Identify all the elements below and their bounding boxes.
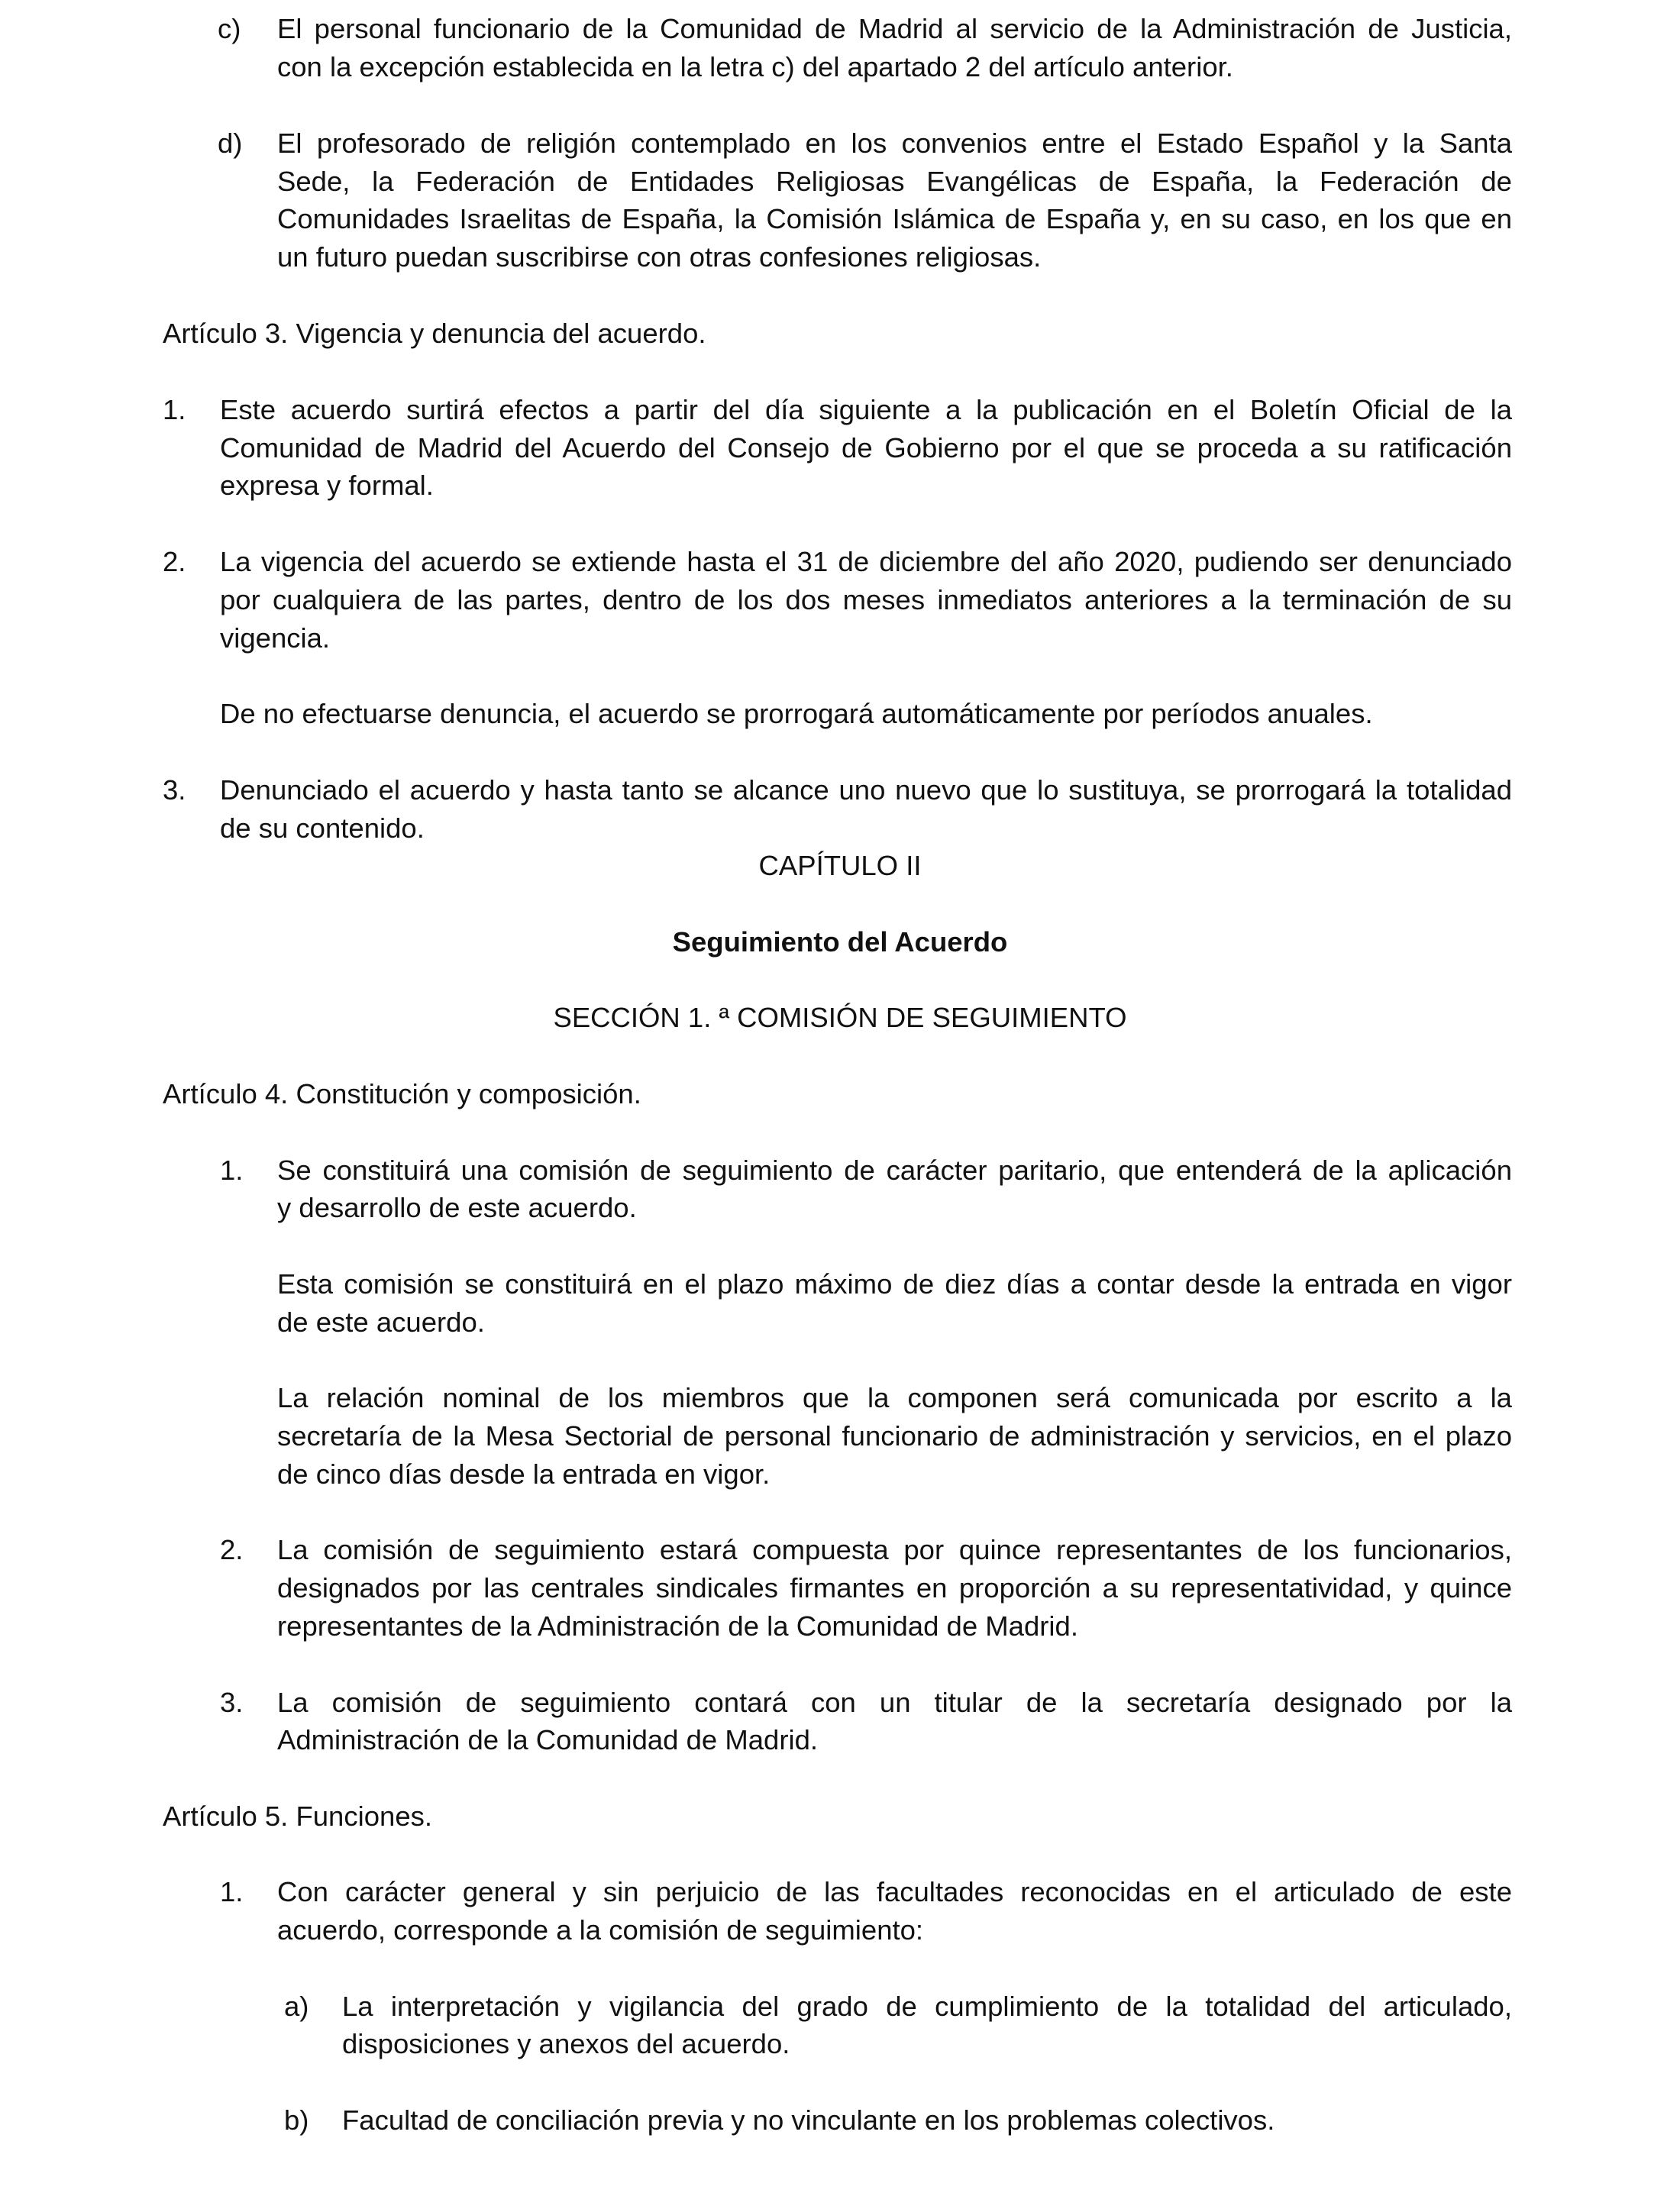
article-5-heading: Artículo 5. Funciones. — [163, 1801, 433, 1832]
art3-item-2-para-2: De no efectuarse denuncia, el acuerdo se prorrogará automáticamente por períodos anuales. — [220, 698, 1373, 729]
art4-item-1-para-3-line-3: de cinco días desde la entrada en vigor. — [277, 1458, 771, 1490]
art4-item-1-para-3-line-1: La relación nominal de los miembros que la componen será comunicada por escrito a la — [277, 1382, 1512, 1413]
art5-item-1-line-1: Con carácter general y sin perjuicio de las facultades reconocidas en el articulado de este — [277, 1876, 1512, 1907]
art4-item-3-line-2: Administración de la Comunidad de Madrid. — [277, 1724, 819, 1755]
art4-item-2-line-1: La comisión de seguimiento estará compuesta por quince representantes de los funcionarios, — [277, 1534, 1512, 1565]
art3-item-2-line-1: La vigencia del acuerdo se extiende hasta el 31 de diciembre del año 2020, pudiendo ser denunciado — [220, 546, 1512, 577]
art3-item-3-line-2: de su contenido. — [220, 812, 425, 844]
art5-sub-a-marker: a) — [284, 1991, 309, 2022]
art3-item-3-marker: 3. — [163, 774, 186, 806]
art4-item-1-line-1: Se constituirá una comisión de seguimiento de carácter paritario, que entenderá de la aplicación — [277, 1155, 1512, 1186]
art3-item-1-line-3: expresa y formal. — [220, 470, 434, 501]
chapter-label: CAPÍTULO II — [758, 850, 922, 881]
art4-item-2-marker: 2. — [220, 1534, 244, 1565]
item-d-line-4: un futuro puedan suscribirse con otras confesiones religiosas. — [277, 241, 1042, 273]
art4-item-1-marker: 1. — [220, 1155, 244, 1186]
art5-sub-a-line-2: disposiciones y anexos del acuerdo. — [342, 2028, 790, 2059]
art3-item-1-marker: 1. — [163, 394, 186, 425]
art5-sub-b-line-1: Facultad de conciliación previa y no vinculante en los problemas colectivos. — [342, 2104, 1275, 2136]
art5-item-1-marker: 1. — [220, 1876, 244, 1907]
art5-sub-b-marker: b) — [284, 2104, 309, 2136]
art3-item-2-marker: 2. — [163, 546, 186, 577]
art3-item-1-line-1: Este acuerdo surtirá efectos a partir del día siguiente a la publicación en el Boletín Oficial de la — [220, 394, 1512, 425]
art3-item-2-line-3: vigencia. — [220, 622, 331, 654]
chapter-title: Seguimiento del Acuerdo — [672, 926, 1008, 958]
art3-item-3-line-1: Denunciado el acuerdo y hasta tanto se alcance uno nuevo que lo sustituya, se prorrogará la totalidad — [220, 774, 1512, 806]
item-c-line-2: con la excepción establecida en la letra c) del apartado 2 del artículo anterior. — [277, 51, 1233, 82]
art5-item-1-line-2: acuerdo, corresponde a la comisión de seguimiento: — [277, 1914, 924, 1946]
art3-item-1-line-2: Comunidad de Madrid del Acuerdo del Consejo de Gobierno por el que se proceda a su ratificación — [220, 432, 1512, 463]
item-c-line-1: El personal funcionario de la Comunidad de Madrid al servicio de la Administración de Justicia, — [277, 13, 1512, 44]
art4-item-2-line-3: representantes de la Administración de la Comunidad de Madrid. — [277, 1610, 1078, 1642]
art4-item-2-line-2: designados por las centrales sindicales firmantes en proporción a su representatividad, y quince — [277, 1572, 1512, 1604]
art4-item-3-line-1: La comisión de seguimiento contará con un titular de la secretaría designado por la — [277, 1687, 1512, 1718]
section-heading: SECCIÓN 1. ª COMISIÓN DE SEGUIMIENTO — [553, 1002, 1127, 1033]
art4-item-1-line-2: y desarrollo de este acuerdo. — [277, 1192, 637, 1223]
art4-item-1-para-2-line-1: Esta comisión se constituirá en el plazo máximo de diez días a contar desde la entrada en vigor — [277, 1268, 1512, 1300]
art4-item-1-para-3-line-2: secretaría de la Mesa Sectorial de personal funcionario de administración y servicios, en el plazo — [277, 1420, 1512, 1452]
item-d-line-2: Sede, la Federación de Entidades Religiosas Evangélicas de España, la Federación de — [277, 166, 1512, 197]
art3-item-2-line-2: por cualquiera de las partes, dentro de los dos meses inmediatos anteriores a la terminación de su — [220, 584, 1512, 615]
item-c-marker: c) — [218, 13, 241, 44]
item-d-marker: d) — [218, 128, 243, 159]
art4-item-1-para-2-line-2: de este acuerdo. — [277, 1306, 485, 1338]
article-3-heading: Artículo 3. Vigencia y denuncia del acuerdo. — [163, 318, 706, 349]
item-d-line-1: El profesorado de religión contemplado en los convenios entre el Estado Español y la Santa — [277, 128, 1512, 159]
item-d-line-3: Comunidades Israelitas de España, la Comisión Islámica de España y, en su caso, en los que en — [277, 203, 1512, 234]
art5-sub-a-line-1: La interpretación y vigilancia del grado de cumplimiento de la totalidad del articulado, — [342, 1991, 1512, 2022]
article-4-heading: Artículo 4. Constitución y composición. — [163, 1078, 641, 1109]
art4-item-3-marker: 3. — [220, 1687, 244, 1718]
